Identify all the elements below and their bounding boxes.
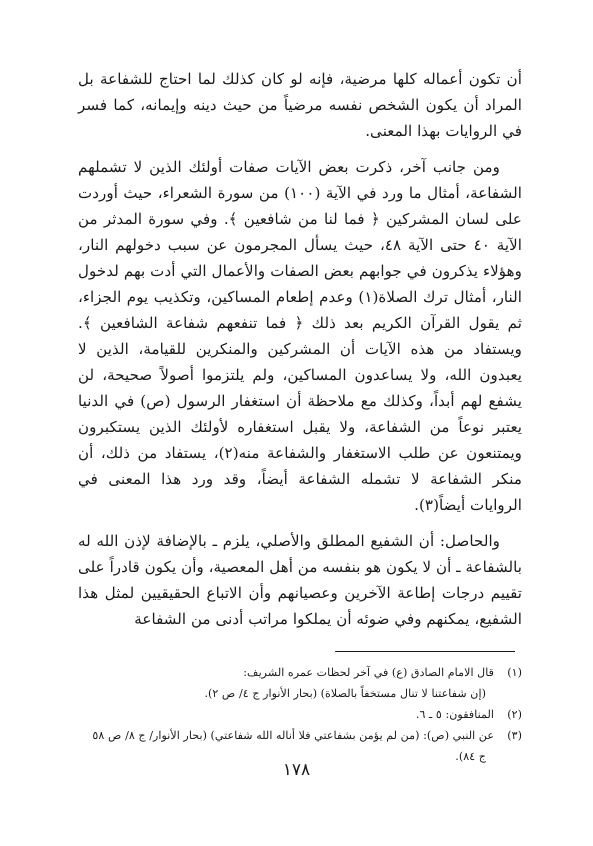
footnote-number: (١) bbox=[507, 666, 522, 679]
footnote-1 bbox=[78, 662, 522, 683]
page-number: ١٧٨ bbox=[282, 760, 311, 780]
footnote-text: قال الامام الصادق (ع) في آخر لحظات عمره الشريف: bbox=[243, 666, 494, 679]
footnote-3-continuation: ج ٨٤). bbox=[455, 750, 486, 763]
footnote-number: (٣) bbox=[507, 729, 522, 742]
paragraph-2: ومن جانب آخر، ذكرت بعض الآيات صفات أولئك الذين لا تشملهم الشفاعة، أمثال ما ورد في الآية (١٠٠) من سورة الشعراء، حيث أوردت على لسان المشركين ﴿ فما لنا من شافعين ﴾. وفي سورة المدثر من الآية ٤٠ حتى الآية ٤٨، حيث يسأل المجرمون عن سبب دخولهم النار، وهؤلاء يذكرون في جوابهم بعض الصفات والأعمال التي أدت بهم لدخول النار، أمثال ترك الصلاة(١) وعدم إطعام المساكين، وتكذيب يوم الجزاء، ثم يقول القرآن الكريم بعد ذلك ﴿ فما تنفعهم شفاعة الشافعين ﴾. ويستفاد من هذه الآيات أن المشركين والمنكرين للقيامة، الذين لا يعبدون الله، ولا يساعدون المساكين، ولم يلتزموا أصولاً صحيحة، لن يشفع لهم أبداً، وكذلك مع ملاحظة أن استغفار الرسول (ص) في الدنيا يعتبر نوعاً من الشفاعة، ولا يقبل استغفاره لأولئك الذين يستكبرون ويمتنعون عن طلب الاستغفار والشفاعة منه(٢)، يستفاد من ذلك، أن منكر الشفاعة لا تشمله الشفاعة أيضاً، وقد ورد هذا المعنى في الروايات أيضاً(٣). bbox=[78, 158, 522, 514]
footnote-text: المنافقون: ٥ ـ ٦. bbox=[415, 708, 494, 721]
page-body bbox=[78, 66, 522, 632]
footnote-2 bbox=[78, 704, 522, 725]
footnote-divider bbox=[335, 651, 515, 652]
paragraph-3: والحاصل: أن الشفيع المطلق والأصلي، يلزم ـ بالإضافة لإذن الله له بالشفاعة ـ أن لا يكون هو بنفسه من أهل المعصية، وأن يكون قادراً على تقييم درجات إطاعة الآخرين وعصيانهم وأن الاتباع الحقيقيين لمثل هذا الشفيع، يمكنهم وفي ضوئه أن يملكوا مراتب أدنى من الشفاعة bbox=[78, 532, 522, 628]
footnote-text: عن النبي (ص): (من لم يؤمن بشفاعتي فلا أناله الله شفاعتي) (بحار الأنوار/ ج ٨/ ص ٥٨ bbox=[92, 729, 494, 742]
footnote-3 bbox=[78, 725, 522, 746]
footnote-number: (٢) bbox=[507, 708, 522, 721]
paragraph-1: أن تكون أعماله كلها مرضية، فإنه لو كان كذلك لما احتاج للشفاعة بل المراد أن يكون الشخص نفسه مرضياً من حيث دينه وإيمانه، كما فسر في الروايات بهذا المعنى. bbox=[78, 70, 522, 140]
footnote-1-continuation: (إن شفاعتنا لا تنال مستخفاً بالصلاة) (بحار الأنوار ج ٤/ ص ٢). bbox=[204, 687, 486, 700]
footnotes bbox=[78, 662, 522, 767]
